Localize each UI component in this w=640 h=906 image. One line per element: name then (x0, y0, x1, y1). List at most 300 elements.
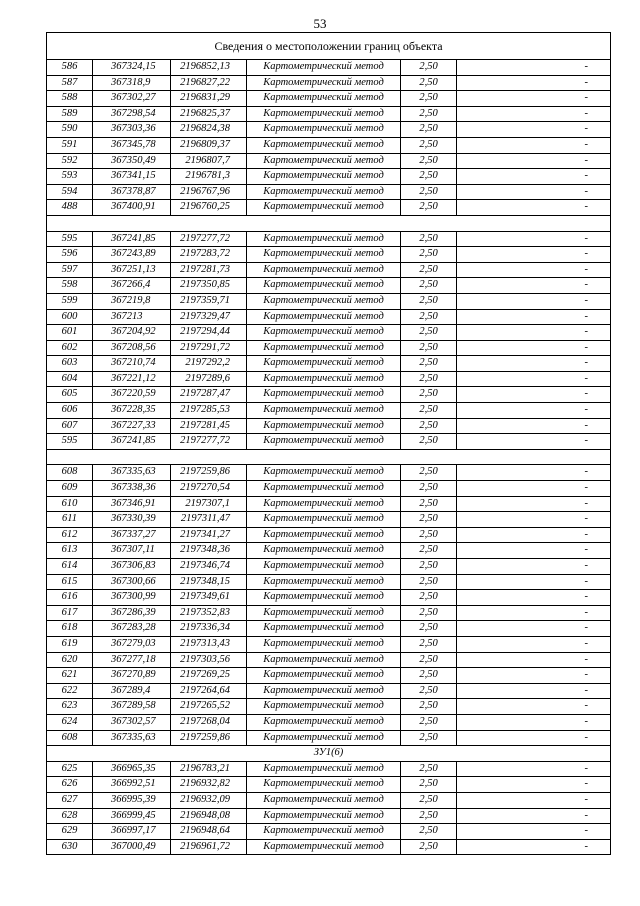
table-row (47, 777, 611, 793)
y-coordinate-cell: 2196825,37 (171, 106, 247, 122)
x-coordinate-cell: 367266,4 (93, 278, 171, 294)
point-number-cell: 589 (47, 106, 93, 122)
accuracy-cell: 2,50 (401, 278, 457, 294)
point-number-cell: 591 (47, 137, 93, 153)
method-cell: Картометрический метод (247, 75, 401, 91)
table-row (47, 574, 611, 590)
accuracy-cell: 2,50 (401, 839, 457, 855)
x-coordinate-cell: 367277,18 (93, 652, 171, 668)
accuracy-cell: 2,50 (401, 730, 457, 746)
y-coordinate-cell: 2197313,43 (171, 636, 247, 652)
table-row (47, 169, 611, 185)
table-row (47, 403, 611, 419)
x-coordinate-cell: 367221,12 (93, 371, 171, 387)
point-number-cell: 592 (47, 153, 93, 169)
x-coordinate-cell: 367279,03 (93, 636, 171, 652)
x-coordinate-cell: 367241,85 (93, 231, 171, 247)
y-coordinate-cell: 2197289,6 (171, 371, 247, 387)
accuracy-cell: 2,50 (401, 309, 457, 325)
method-cell: Картометрический метод (247, 309, 401, 325)
method-cell: Картометрический метод (247, 839, 401, 855)
note-cell: - (457, 714, 611, 730)
method-cell: Картометрический метод (247, 371, 401, 387)
accuracy-cell: 2,50 (401, 605, 457, 621)
x-coordinate-cell: 367300,99 (93, 590, 171, 606)
y-coordinate-cell: 2196824,38 (171, 122, 247, 138)
y-coordinate-cell: 2197259,86 (171, 465, 247, 481)
table-row (47, 730, 611, 746)
point-number-cell: 608 (47, 465, 93, 481)
note-cell: - (457, 496, 611, 512)
accuracy-cell: 2,50 (401, 75, 457, 91)
point-number-cell: 597 (47, 262, 93, 278)
y-coordinate-cell: 2196961,72 (171, 839, 247, 855)
note-cell: - (457, 293, 611, 309)
y-coordinate-cell: 2197268,04 (171, 714, 247, 730)
point-number-cell: 593 (47, 169, 93, 185)
table-row (47, 652, 611, 668)
table-row (47, 683, 611, 699)
table-row (47, 106, 611, 122)
method-cell: Картометрический метод (247, 403, 401, 419)
x-coordinate-cell: 367270,89 (93, 668, 171, 684)
note-cell: - (457, 808, 611, 824)
method-cell: Картометрический метод (247, 792, 401, 808)
method-cell: Картометрический метод (247, 91, 401, 107)
note-cell: - (457, 356, 611, 372)
method-cell: Картометрический метод (247, 605, 401, 621)
method-cell: Картометрический метод (247, 730, 401, 746)
table-row (47, 668, 611, 684)
y-coordinate-cell: 2197281,45 (171, 418, 247, 434)
x-coordinate-cell: 367330,39 (93, 512, 171, 528)
y-coordinate-cell: 2196852,13 (171, 60, 247, 76)
method-cell: Картометрический метод (247, 574, 401, 590)
point-number-cell: 595 (47, 434, 93, 450)
point-number-cell: 588 (47, 91, 93, 107)
y-coordinate-cell: 2197336,34 (171, 621, 247, 637)
table-row (47, 137, 611, 153)
table-row (47, 527, 611, 543)
x-coordinate-cell: 367000,49 (93, 839, 171, 855)
method-cell: Картометрический метод (247, 106, 401, 122)
blank-cell (47, 215, 611, 231)
table-row (47, 309, 611, 325)
y-coordinate-cell: 2197294,44 (171, 325, 247, 341)
y-coordinate-cell: 2196781,3 (171, 169, 247, 185)
method-cell: Картометрический метод (247, 761, 401, 777)
accuracy-cell: 2,50 (401, 574, 457, 590)
accuracy-cell: 2,50 (401, 247, 457, 263)
method-cell: Картометрический метод (247, 200, 401, 216)
y-coordinate-cell: 2196831,29 (171, 91, 247, 107)
point-number-cell: 625 (47, 761, 93, 777)
table-row (47, 792, 611, 808)
note-cell: - (457, 668, 611, 684)
x-coordinate-cell: 367346,91 (93, 496, 171, 512)
accuracy-cell: 2,50 (401, 122, 457, 138)
point-number-cell: 614 (47, 559, 93, 575)
blank-separator-row (47, 449, 611, 465)
table-row (47, 761, 611, 777)
table-row (47, 559, 611, 575)
page-number: 53 (313, 16, 327, 31)
table-row (47, 418, 611, 434)
note-cell: - (457, 590, 611, 606)
point-number-cell: 617 (47, 605, 93, 621)
point-number-cell: 604 (47, 371, 93, 387)
x-coordinate-cell: 367204,92 (93, 325, 171, 341)
table-row (47, 231, 611, 247)
accuracy-cell: 2,50 (401, 169, 457, 185)
note-cell: - (457, 683, 611, 699)
note-cell: - (457, 543, 611, 559)
point-number-cell: 586 (47, 60, 93, 76)
accuracy-cell: 2,50 (401, 761, 457, 777)
accuracy-cell: 2,50 (401, 418, 457, 434)
note-cell: - (457, 699, 611, 715)
accuracy-cell: 2,50 (401, 699, 457, 715)
table-row (47, 512, 611, 528)
note-cell: - (457, 512, 611, 528)
note-cell: - (457, 184, 611, 200)
method-cell: Картометрический метод (247, 325, 401, 341)
x-coordinate-cell: 367289,58 (93, 699, 171, 715)
note-cell: - (457, 636, 611, 652)
accuracy-cell: 2,50 (401, 153, 457, 169)
accuracy-cell: 2,50 (401, 293, 457, 309)
y-coordinate-cell: 2197291,72 (171, 340, 247, 356)
x-coordinate-cell: 367251,13 (93, 262, 171, 278)
y-coordinate-cell: 2197285,53 (171, 403, 247, 419)
point-number-cell: 628 (47, 808, 93, 824)
method-cell: Картометрический метод (247, 293, 401, 309)
accuracy-cell: 2,50 (401, 340, 457, 356)
accuracy-cell: 2,50 (401, 824, 457, 840)
x-coordinate-cell: 367335,63 (93, 465, 171, 481)
x-coordinate-cell: 367210,74 (93, 356, 171, 372)
point-number-cell: 602 (47, 340, 93, 356)
method-cell: Картометрический метод (247, 465, 401, 481)
y-coordinate-cell: 2197349,61 (171, 590, 247, 606)
method-cell: Картометрический метод (247, 543, 401, 559)
accuracy-cell: 2,50 (401, 527, 457, 543)
table-row (47, 699, 611, 715)
table-row (47, 325, 611, 341)
table-row (47, 200, 611, 216)
table-row (47, 543, 611, 559)
point-number-cell: 595 (47, 231, 93, 247)
method-cell: Картометрический метод (247, 527, 401, 543)
table-row (47, 247, 611, 263)
y-coordinate-cell: 2197329,47 (171, 309, 247, 325)
x-coordinate-cell: 367286,39 (93, 605, 171, 621)
point-number-cell: 612 (47, 527, 93, 543)
note-cell: - (457, 574, 611, 590)
accuracy-cell: 2,50 (401, 652, 457, 668)
accuracy-cell: 2,50 (401, 60, 457, 76)
method-cell: Картометрический метод (247, 590, 401, 606)
method-cell: Картометрический метод (247, 512, 401, 528)
accuracy-cell: 2,50 (401, 325, 457, 341)
note-cell: - (457, 481, 611, 497)
y-coordinate-cell: 2197277,72 (171, 231, 247, 247)
table-row (47, 91, 611, 107)
y-coordinate-cell: 2196783,21 (171, 761, 247, 777)
note-cell: - (457, 792, 611, 808)
point-number-cell: 587 (47, 75, 93, 91)
y-coordinate-cell: 2197292,2 (171, 356, 247, 372)
x-coordinate-cell: 367213 (93, 309, 171, 325)
x-coordinate-cell: 367289,4 (93, 683, 171, 699)
table-title: Сведения о местоположении границ объекта (47, 33, 611, 60)
note-cell: - (457, 465, 611, 481)
point-number-cell: 607 (47, 418, 93, 434)
y-coordinate-cell: 2197269,25 (171, 668, 247, 684)
accuracy-cell: 2,50 (401, 184, 457, 200)
x-coordinate-cell: 367378,87 (93, 184, 171, 200)
accuracy-cell: 2,50 (401, 106, 457, 122)
accuracy-cell: 2,50 (401, 714, 457, 730)
accuracy-cell: 2,50 (401, 777, 457, 793)
note-cell: - (457, 200, 611, 216)
point-number-cell: 620 (47, 652, 93, 668)
table-row (47, 465, 611, 481)
note-cell: - (457, 247, 611, 263)
y-coordinate-cell: 2197265,52 (171, 699, 247, 715)
note-cell: - (457, 278, 611, 294)
point-number-cell: 600 (47, 309, 93, 325)
y-coordinate-cell: 2197350,85 (171, 278, 247, 294)
point-number-cell: 615 (47, 574, 93, 590)
y-coordinate-cell: 2197283,72 (171, 247, 247, 263)
x-coordinate-cell: 367350,49 (93, 153, 171, 169)
y-coordinate-cell: 2197352,83 (171, 605, 247, 621)
x-coordinate-cell: 367227,33 (93, 418, 171, 434)
note-cell: - (457, 75, 611, 91)
note-cell: - (457, 325, 611, 341)
x-coordinate-cell: 366997,17 (93, 824, 171, 840)
point-number-cell: 624 (47, 714, 93, 730)
section-label: ЗУ1(6) (47, 746, 611, 762)
method-cell: Картометрический метод (247, 668, 401, 684)
x-coordinate-cell: 367208,56 (93, 340, 171, 356)
note-cell: - (457, 434, 611, 450)
note-cell: - (457, 761, 611, 777)
accuracy-cell: 2,50 (401, 91, 457, 107)
note-cell: - (457, 777, 611, 793)
table-row (47, 293, 611, 309)
table-row (47, 371, 611, 387)
point-number-cell: 596 (47, 247, 93, 263)
point-number-cell: 601 (47, 325, 93, 341)
x-coordinate-cell: 367337,27 (93, 527, 171, 543)
method-cell: Картометрический метод (247, 387, 401, 403)
table-row (47, 434, 611, 450)
x-coordinate-cell: 367300,66 (93, 574, 171, 590)
point-number-cell: 606 (47, 403, 93, 419)
table-row (47, 839, 611, 855)
method-cell: Картометрический метод (247, 699, 401, 715)
accuracy-cell: 2,50 (401, 543, 457, 559)
point-number-cell: 610 (47, 496, 93, 512)
accuracy-cell: 2,50 (401, 434, 457, 450)
table-row (47, 605, 611, 621)
table-header-row (47, 33, 611, 60)
x-coordinate-cell: 367298,54 (93, 106, 171, 122)
note-cell: - (457, 137, 611, 153)
accuracy-cell: 2,50 (401, 481, 457, 497)
y-coordinate-cell: 2197307,1 (171, 496, 247, 512)
y-coordinate-cell: 2197341,27 (171, 527, 247, 543)
table-row (47, 75, 611, 91)
note-cell: - (457, 652, 611, 668)
point-number-cell: 616 (47, 590, 93, 606)
x-coordinate-cell: 367307,11 (93, 543, 171, 559)
y-coordinate-cell: 2196932,09 (171, 792, 247, 808)
accuracy-cell: 2,50 (401, 137, 457, 153)
point-number-cell: 599 (47, 293, 93, 309)
y-coordinate-cell: 2196948,08 (171, 808, 247, 824)
note-cell: - (457, 418, 611, 434)
table-row (47, 278, 611, 294)
x-coordinate-cell: 367283,28 (93, 621, 171, 637)
x-coordinate-cell: 366995,39 (93, 792, 171, 808)
point-number-cell: 603 (47, 356, 93, 372)
accuracy-cell: 2,50 (401, 559, 457, 575)
note-cell: - (457, 387, 611, 403)
method-cell: Картометрический метод (247, 231, 401, 247)
point-number-cell: 611 (47, 512, 93, 528)
x-coordinate-cell: 367220,59 (93, 387, 171, 403)
y-coordinate-cell: 2197311,47 (171, 512, 247, 528)
table-row (47, 808, 611, 824)
point-number-cell: 609 (47, 481, 93, 497)
note-cell: - (457, 824, 611, 840)
point-number-cell: 613 (47, 543, 93, 559)
method-cell: Картометрический метод (247, 496, 401, 512)
y-coordinate-cell: 2196809,37 (171, 137, 247, 153)
point-number-cell: 623 (47, 699, 93, 715)
y-coordinate-cell: 2197270,54 (171, 481, 247, 497)
point-number-cell: 619 (47, 636, 93, 652)
blank-cell (47, 449, 611, 465)
table-row (47, 153, 611, 169)
accuracy-cell: 2,50 (401, 371, 457, 387)
note-cell: - (457, 309, 611, 325)
accuracy-cell: 2,50 (401, 465, 457, 481)
table-row (47, 636, 611, 652)
y-coordinate-cell: 2197303,56 (171, 652, 247, 668)
point-number-cell: 629 (47, 824, 93, 840)
point-number-cell: 598 (47, 278, 93, 294)
boundary-coordinates-table (46, 32, 611, 855)
x-coordinate-cell: 367243,89 (93, 247, 171, 263)
method-cell: Картометрический метод (247, 247, 401, 263)
accuracy-cell: 2,50 (401, 792, 457, 808)
method-cell: Картометрический метод (247, 714, 401, 730)
note-cell: - (457, 106, 611, 122)
table-row (47, 340, 611, 356)
point-number-cell: 590 (47, 122, 93, 138)
y-coordinate-cell: 2197348,15 (171, 574, 247, 590)
x-coordinate-cell: 367303,36 (93, 122, 171, 138)
note-cell: - (457, 371, 611, 387)
method-cell: Картометрический метод (247, 418, 401, 434)
x-coordinate-cell: 367219,8 (93, 293, 171, 309)
method-cell: Картометрический метод (247, 777, 401, 793)
point-number-cell: 608 (47, 730, 93, 746)
note-cell: - (457, 839, 611, 855)
x-coordinate-cell: 367241,85 (93, 434, 171, 450)
y-coordinate-cell: 2197264,64 (171, 683, 247, 699)
table-row (47, 356, 611, 372)
y-coordinate-cell: 2196767,96 (171, 184, 247, 200)
table-row (47, 481, 611, 497)
accuracy-cell: 2,50 (401, 262, 457, 278)
x-coordinate-cell: 366965,35 (93, 761, 171, 777)
point-number-cell: 618 (47, 621, 93, 637)
accuracy-cell: 2,50 (401, 621, 457, 637)
table-row (47, 122, 611, 138)
note-cell: - (457, 527, 611, 543)
accuracy-cell: 2,50 (401, 808, 457, 824)
method-cell: Картометрический метод (247, 340, 401, 356)
point-number-cell: 626 (47, 777, 93, 793)
note-cell: - (457, 60, 611, 76)
point-number-cell: 621 (47, 668, 93, 684)
table-row (47, 184, 611, 200)
accuracy-cell: 2,50 (401, 356, 457, 372)
note-cell: - (457, 559, 611, 575)
x-coordinate-cell: 367324,15 (93, 60, 171, 76)
y-coordinate-cell: 2197259,86 (171, 730, 247, 746)
x-coordinate-cell: 366992,51 (93, 777, 171, 793)
method-cell: Картометрический метод (247, 434, 401, 450)
x-coordinate-cell: 367318,9 (93, 75, 171, 91)
accuracy-cell: 2,50 (401, 200, 457, 216)
y-coordinate-cell: 2197359,71 (171, 293, 247, 309)
note-cell: - (457, 91, 611, 107)
note-cell: - (457, 153, 611, 169)
table-row (47, 590, 611, 606)
note-cell: - (457, 122, 611, 138)
method-cell: Картометрический метод (247, 153, 401, 169)
y-coordinate-cell: 2197277,72 (171, 434, 247, 450)
blank-separator-row (47, 215, 611, 231)
table-row (47, 824, 611, 840)
section-row (47, 746, 611, 762)
y-coordinate-cell: 2196948,64 (171, 824, 247, 840)
note-cell: - (457, 231, 611, 247)
accuracy-cell: 2,50 (401, 590, 457, 606)
method-cell: Картометрический метод (247, 137, 401, 153)
method-cell: Картометрический метод (247, 683, 401, 699)
point-number-cell: 630 (47, 839, 93, 855)
method-cell: Картометрический метод (247, 621, 401, 637)
table-row (47, 496, 611, 512)
accuracy-cell: 2,50 (401, 496, 457, 512)
method-cell: Картометрический метод (247, 278, 401, 294)
x-coordinate-cell: 367302,57 (93, 714, 171, 730)
method-cell: Картометрический метод (247, 184, 401, 200)
note-cell: - (457, 340, 611, 356)
method-cell: Картометрический метод (247, 824, 401, 840)
note-cell: - (457, 621, 611, 637)
x-coordinate-cell: 366999,45 (93, 808, 171, 824)
y-coordinate-cell: 2197348,36 (171, 543, 247, 559)
accuracy-cell: 2,50 (401, 403, 457, 419)
